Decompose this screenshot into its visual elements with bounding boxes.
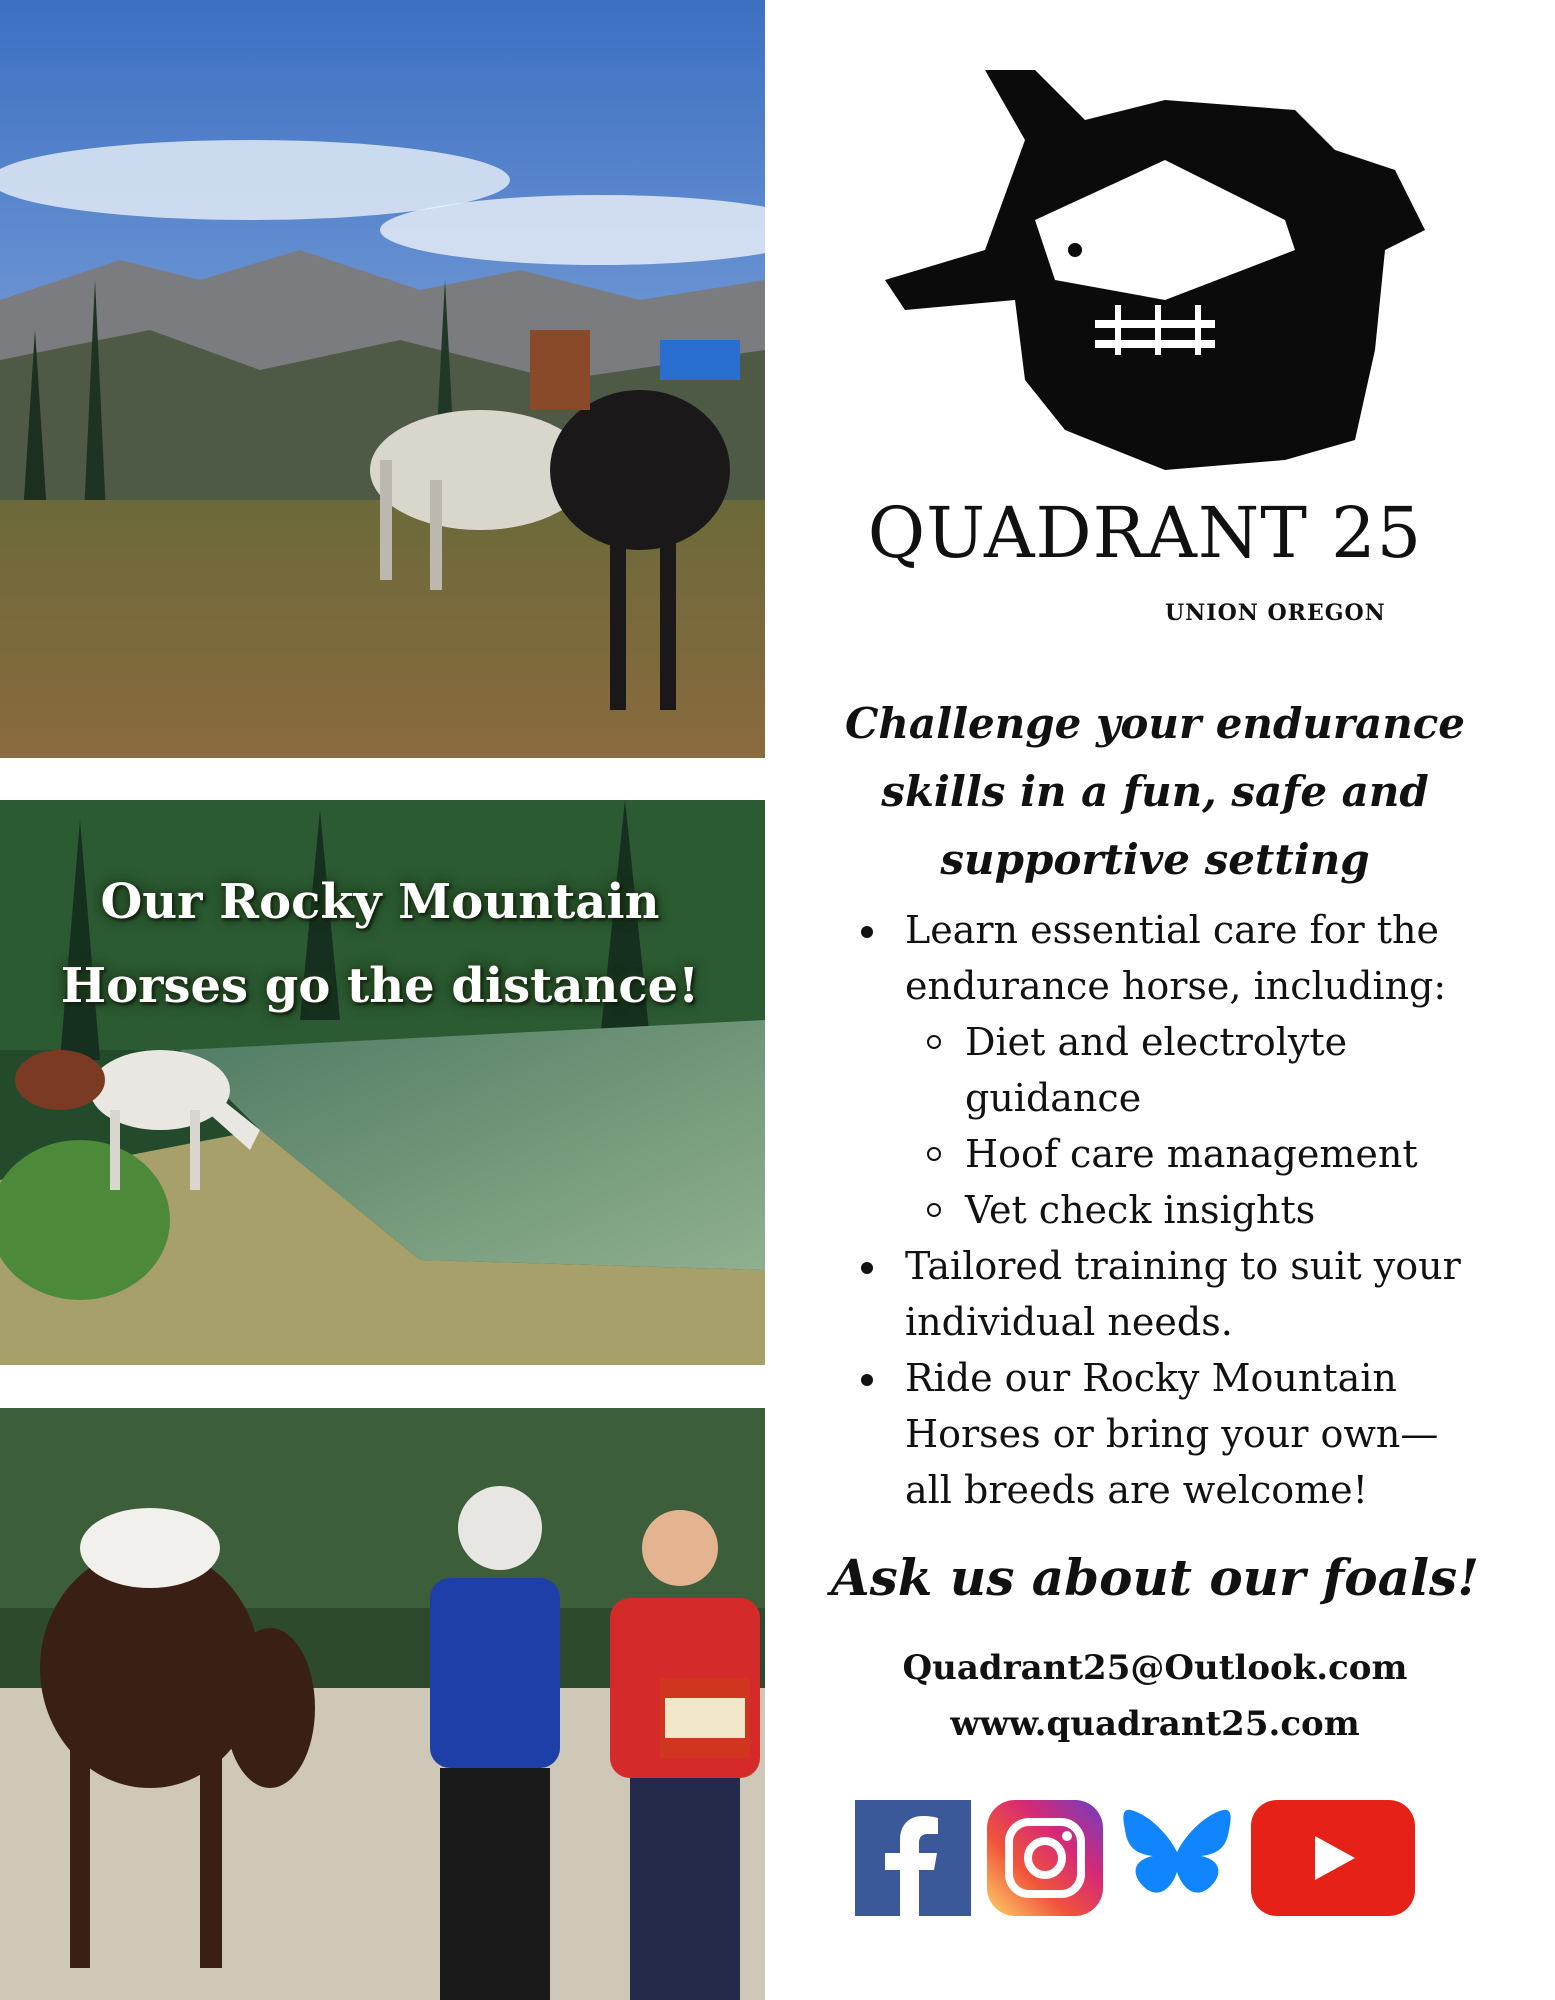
headline-line-3: supportive setting [940, 835, 1370, 884]
feature-2-line-2: individual needs. [905, 1300, 1233, 1344]
instagram-icon[interactable] [987, 1800, 1103, 1916]
subfeature-vet [925, 1182, 1495, 1238]
feature-item-training [855, 1238, 1495, 1350]
feature-2-line-1: Tailored training to suit your [905, 1244, 1461, 1288]
photo-river-horses [0, 800, 765, 1365]
overlay-line-1: Our Rocky Mountain [100, 874, 660, 930]
feature-1-line-2: endurance horse, including: [905, 964, 1447, 1008]
contact-info [785, 1640, 1525, 1752]
youtube-icon[interactable] [1251, 1800, 1415, 1916]
feature-list [855, 902, 1495, 1518]
facebook-icon[interactable] [855, 1800, 971, 1916]
photo-mountain-horses [0, 0, 765, 758]
feature-item-care [855, 902, 1495, 1014]
subfeature-diet-line-1: Diet and electrolyte [965, 1020, 1348, 1064]
email-link[interactable]: Quadrant25@Outlook.com [902, 1648, 1408, 1688]
foals-callout: Ask us about our foals! [830, 1548, 1480, 1607]
subfeature-diet [925, 1014, 1495, 1126]
photo-overlay-caption [40, 860, 720, 1028]
website-link[interactable]: www.quadrant25.com [950, 1704, 1360, 1744]
headline-line-2: skills in a fun, safe and [881, 767, 1429, 816]
brand-location: UNION OREGON [1165, 600, 1386, 626]
feature-3-line-1: Ride our Rocky Mountain [905, 1356, 1397, 1400]
brand-name: QUADRANT 25 [867, 492, 1423, 574]
subfeature-diet-line-2: guidance [965, 1076, 1142, 1120]
headline [825, 690, 1485, 894]
headline-line-1: Challenge your endurance [844, 699, 1466, 748]
overlay-line-2: Horses go the distance! [60, 958, 700, 1014]
bluesky-icon[interactable] [1119, 1800, 1235, 1916]
feature-item-breeds [855, 1350, 1495, 1518]
feature-3-line-3: all breeds are welcome! [905, 1468, 1368, 1512]
feature-3-line-2: Horses or bring your own— [905, 1412, 1439, 1456]
feature-1-line-1: Learn essential care for the [905, 908, 1439, 952]
photo-vet-check [0, 1408, 765, 2000]
subfeature-hoof [925, 1126, 1495, 1182]
info-column [765, 0, 1555, 2000]
quadrant25-logo-mark [865, 50, 1425, 490]
subfeature-vet-text: Vet check insights [965, 1188, 1316, 1232]
mountain-horses-image [0, 0, 765, 758]
subfeature-hoof-text: Hoof care management [965, 1132, 1418, 1176]
vet-check-image [0, 1408, 765, 2000]
social-icons [855, 1800, 1455, 1920]
